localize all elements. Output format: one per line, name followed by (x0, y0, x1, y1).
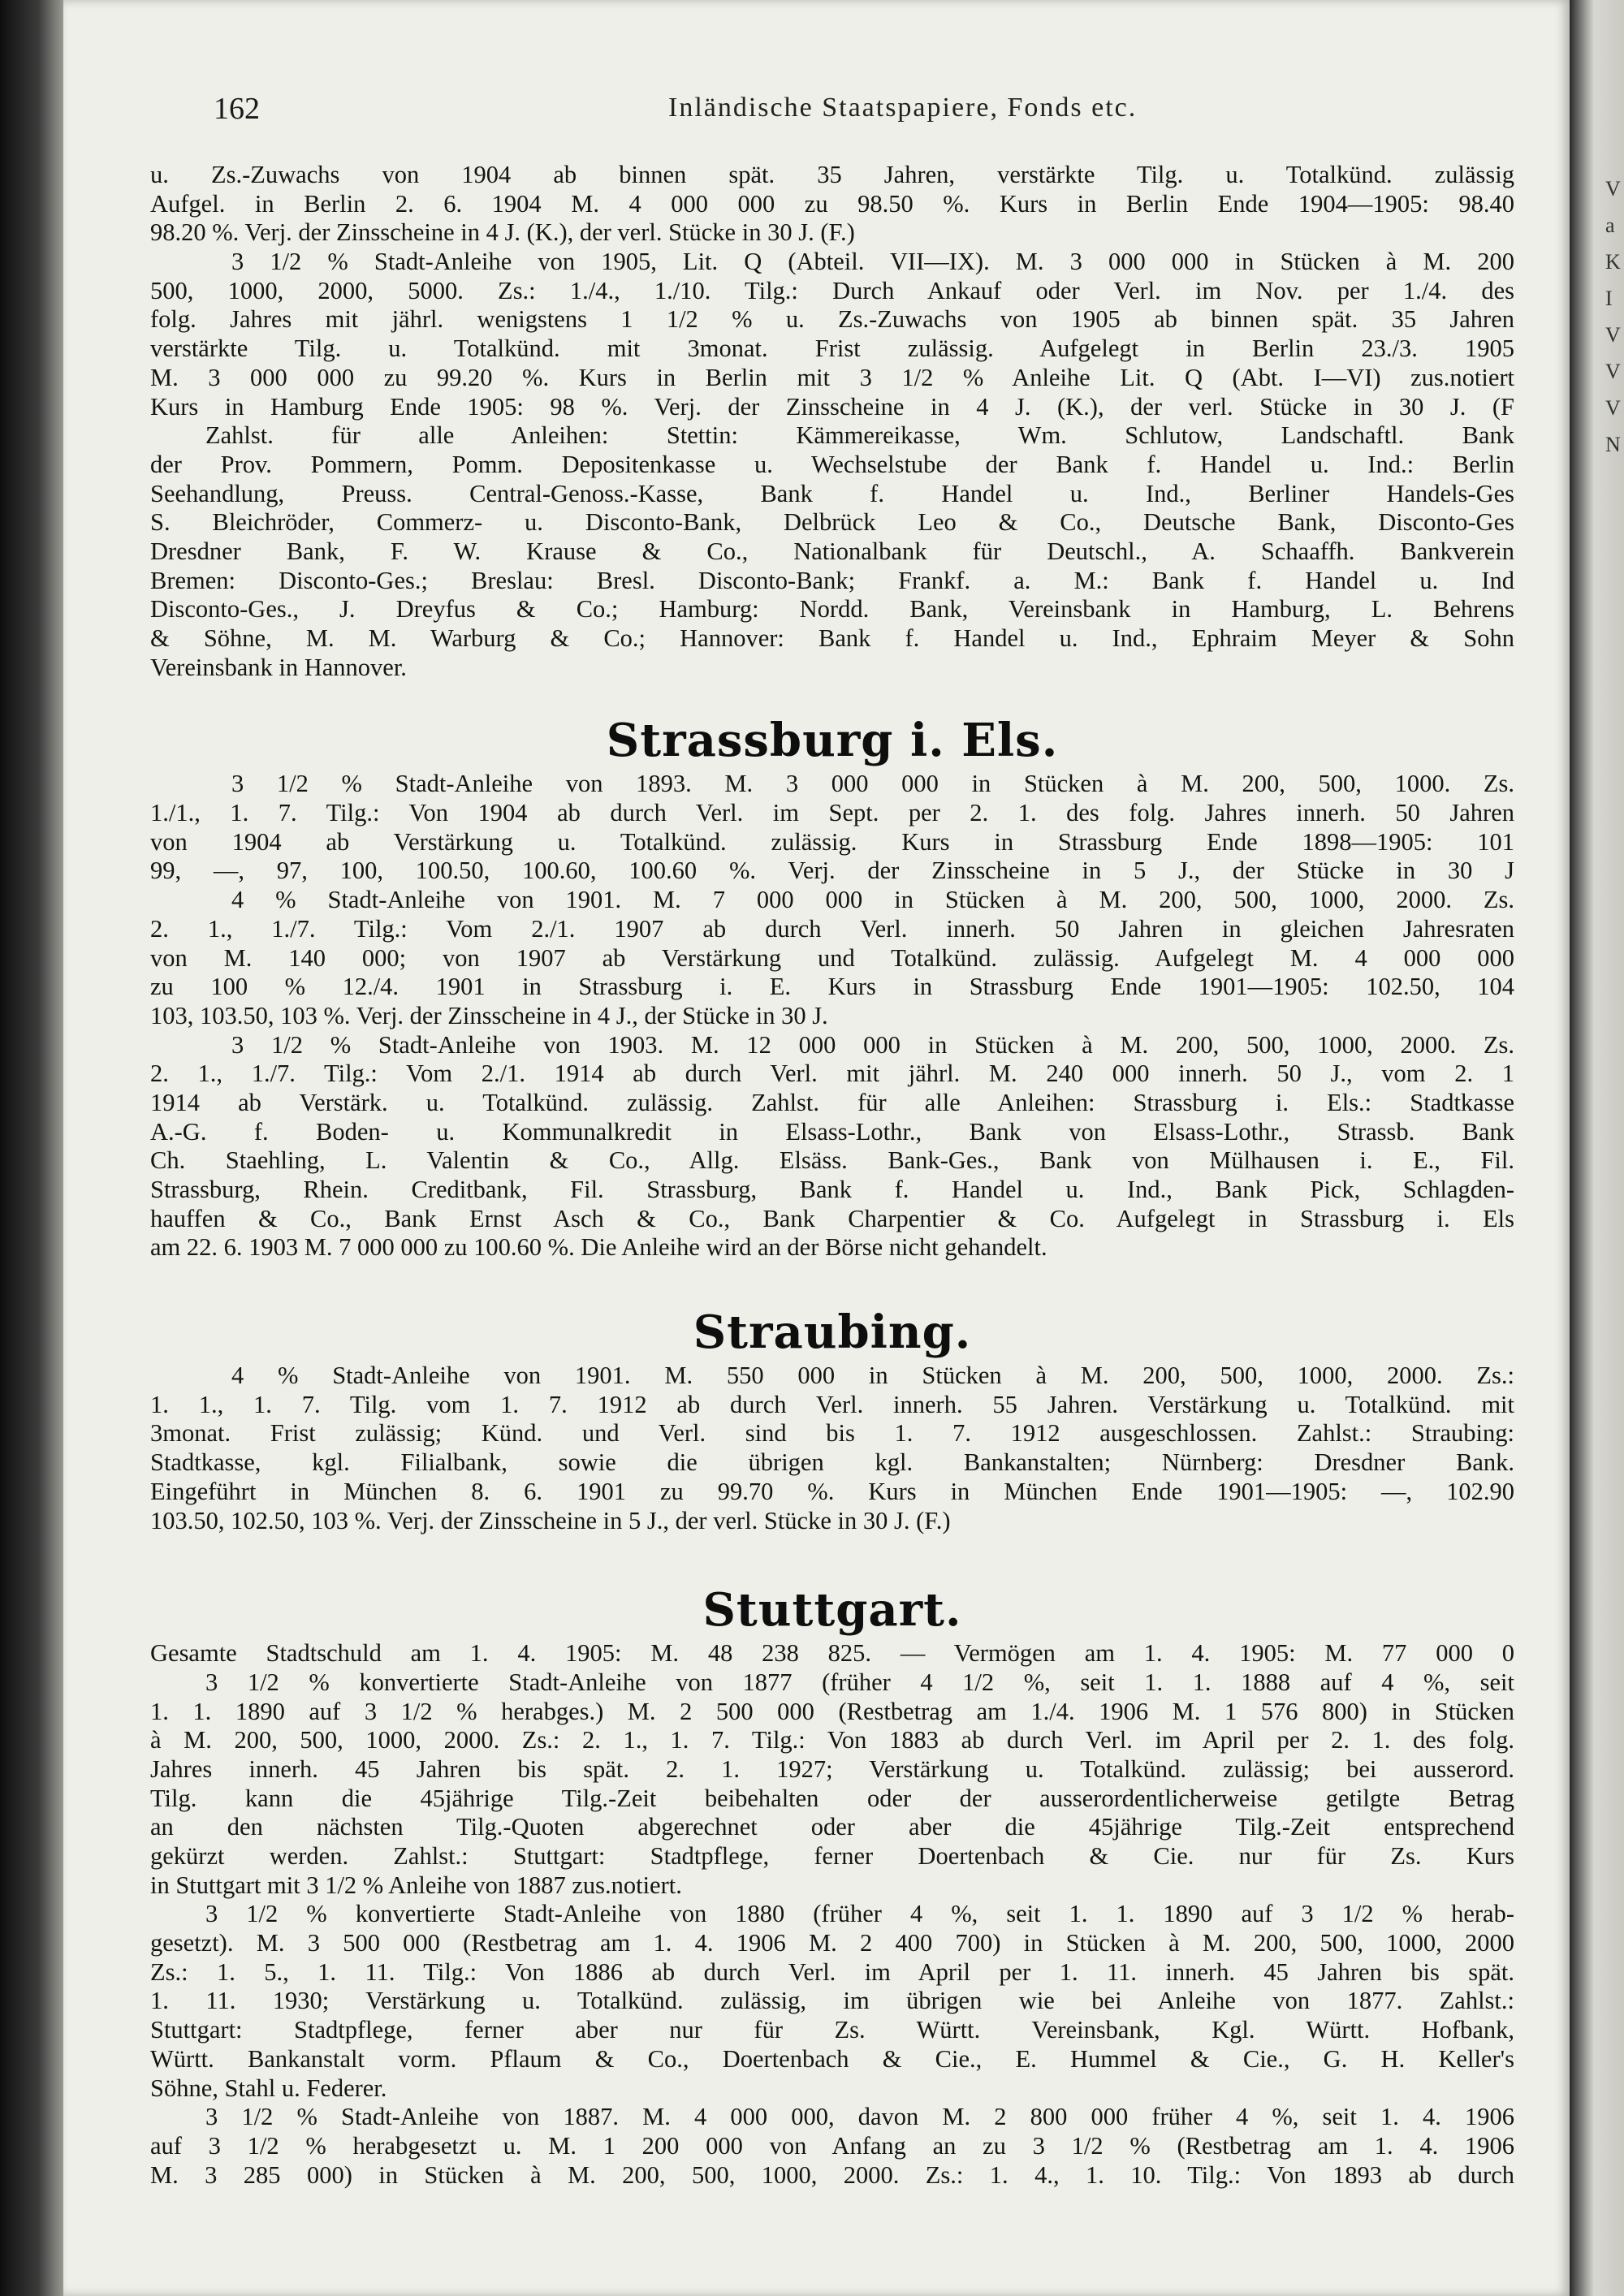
text-line: gekürzt werden. Zahlst.: Stuttgart: Stadtpflege, ferner Doertenbach & Cie. nur für Zs. Kurs (150, 1842, 1514, 1870)
text-line: 99, —, 97, 100, 100.50, 100.60, 100.60 %. Verj. der Zinsscheine in 5 J., der Stücke in 30 J (150, 857, 1514, 885)
text-line: Gesamte Stadtschuld am 1. 4. 1905: M. 48 238 825. — Vermögen am 1. 4. 1905: M. 77 000 0 (150, 1639, 1514, 1668)
section-strassburg (150, 770, 1514, 1262)
text-line: 2. 1., 1./7. Tilg.: Vom 2./1. 1914 ab durch Verl. mit jährl. M. 240 000 innerh. 50 J., vom 2. 1 (150, 1060, 1514, 1088)
text-line: Jahres innerh. 45 Jahren bis spät. 2. 1. 1927; Verstärkung u. Totalkünd. zulässig; bei ausserord. (150, 1754, 1514, 1783)
page-number: 162 (214, 92, 260, 126)
facing-page-edge (1570, 0, 1624, 2296)
text-line: verstärkte Tilg. u. Totalkünd. mit 3monat. Frist zulässig. Aufgelegt in Berlin 23./3. 1905 (150, 334, 1514, 363)
text-line: Stuttgart: Stadtpflege, ferner aber nur für Zs. Württ. Vereinsbank, Kgl. Württ. Hofbank, (150, 2016, 1514, 2044)
text-line: S. Bleichröder, Commerz- u. Disconto-Bank, Delbrück Leo & Co., Deutsche Bank, Disconto-Ges (150, 508, 1514, 537)
text-line: zu 100 % 12./4. 1901 in Strassburg i. E. Kurs in Strassburg Ende 1901—1905: 102.50, 104 (150, 973, 1514, 1001)
text-line: 1. 11. 1930; Verstärkung u. Totalkünd. zulässig, im übrigen wie bei Anleihe von 1877. Zahlst.: (150, 1987, 1514, 2015)
page-header (214, 91, 1570, 130)
text-line: Zs.: 1. 5., 1. 11. Tilg.: Von 1886 ab durch Verl. im April per 1. 11. innerh. 45 Jahren bis spät. (150, 1957, 1514, 1986)
city-heading: Stuttgart. (702, 1583, 962, 1638)
text-line: M. 3 285 000) in Stücken à M. 200, 500, 1000, 2000. Zs.: 1. 4., 1. 10. Tilg.: Von 1893 ab durch (150, 2160, 1514, 2189)
text-line: Tilg. kann die 45jährige Tilg.-Zeit beibehalten oder der ausserordentlicherweise getilgte Betrag (150, 1784, 1514, 1812)
text-line: folg. Jahres mit jährl. wenigstens 1 1/2 % u. Zs.-Zuwachs von 1905 ab binnen spät. 35 Jahren (150, 305, 1514, 334)
text-line: hauffen & Co., Bank Ernst Asch & Co., Bank Charpentier & Co. Aufgelegt in Strassburg i. Els (150, 1204, 1514, 1232)
text-line: 4 % Stadt-Anleihe von 1901. M. 550 000 in Stücken à M. 200, 500, 1000, 2000. Zs.: (231, 1362, 1514, 1390)
text-line: in Stuttgart mit 3 1/2 % Anleihe von 1887 zus.notiert. (150, 1871, 682, 1899)
text-line: 500, 1000, 2000, 5000. Zs.: 1./4., 1./10. Tilg.: Durch Ankauf oder Verl. im Nov. per 1./4. des (150, 276, 1514, 304)
text-line: Eingeführt in München 8. 6. 1901 zu 99.70 %. Kurs in München Ende 1901—1905: —, 102.90 (150, 1477, 1514, 1505)
text-line: gesetzt). M. 3 500 000 (Restbetrag am 1. 4. 1906 M. 2 400 700) in Stücken à M. 200, 500, 1000, 2000 (150, 1929, 1514, 1957)
text-line: Bremen: Disconto-Ges.; Breslau: Bresl. Disconto-Bank; Frankf. a. M.: Bank f. Handel u. Ind (150, 566, 1514, 594)
text-line: M. 3 000 000 zu 99.20 %. Kurs in Berlin mit 3 1/2 % Anleihe Lit. Q (Abt. I—VI) zus.notiert (150, 363, 1514, 391)
text-line: A.-G. f. Boden- u. Kommunalkredit in Elsass-Lothr., Bank von Elsass-Lothr., Strassb. Bank (150, 1117, 1514, 1146)
text-line: von 1904 ab Verstärkung u. Totalkünd. zulässig. Kurs in Strassburg Ende 1898—1905: 101 (150, 827, 1514, 856)
text-line: 3 1/2 % Stadt-Anleihe von 1893. M. 3 000 000 in Stücken à M. 200, 500, 1000. Zs. (231, 770, 1514, 798)
city-heading: Strassburg i. Els. (606, 714, 1059, 768)
text-line: Stadtkasse, kgl. Filialbank, sowie die übrigen kgl. Bankanstalten; Nürnberg: Dresdner Bank. (150, 1448, 1514, 1477)
text-line: Disconto-Ges., J. Dreyfus & Co.; Hamburg: Nordd. Bank, Vereinsbank in Hamburg, L. Behrens (150, 595, 1514, 624)
section-straubing (150, 1362, 1514, 1535)
running-title: Inländische Staatspapiere, Fonds etc. (668, 93, 1138, 123)
facing-page-fragment: V a K I V V V N (1605, 177, 1621, 456)
text-line: Aufgel. in Berlin 2. 6. 1904 M. 4 000 000 zu 98.50 %. Kurs in Berlin Ende 1904—1905: 98.40 (150, 189, 1514, 218)
text-line: 1. 1., 1. 7. Tilg. vom 1. 7. 1912 ab durch Verl. innerh. 55 Jahren. Verstärkung u. Totalkünd. mit (150, 1390, 1514, 1418)
text-line: 2. 1., 1./7. Tilg.: Vom 2./1. 1907 ab durch Verl. innerh. 50 Jahren in gleichen Jahresraten (150, 914, 1514, 943)
text-line: 3 1/2 % Stadt-Anleihe von 1905, Lit. Q (Abteil. VII—IX). M. 3 000 000 in Stücken à M. 200 (231, 248, 1514, 276)
text-line: Strassburg, Rhein. Creditbank, Fil. Strassburg, Bank f. Handel u. Ind., Bank Pick, Schlagden- (150, 1176, 1514, 1203)
text-line: der Prov. Pommern, Pomm. Depositenkasse u. Wechselstube der Bank f. Handel u. Ind.: Berlin (150, 450, 1514, 478)
text-line: Württ. Bankanstalt vorm. Pflaum & Co., Doertenbach & Cie., E. Hummel & Cie., G. H. Keller's (150, 2044, 1514, 2073)
text-line: auf 3 1/2 % herabgesetzt u. M. 1 200 000 von Anfang an zu 3 1/2 % (Restbetrag am 1. 4. 1906 (150, 2131, 1514, 2160)
text-line: Dresdner Bank, F. W. Krause & Co., Nationalbank für Deutschl., A. Schaaffh. Bankverein (150, 537, 1514, 565)
text-line: an den nächsten Tilg.-Quoten abgerechnet oder aber die 45jährige Tilg.-Zeit entsprechend (150, 1813, 1514, 1841)
text-line: von M. 140 000; von 1907 ab Verstärkung und Totalkünd. zulässig. Aufgelegt M. 4 000 000 (150, 943, 1514, 972)
text-line: 1. 1. 1890 auf 3 1/2 % herabges.) M. 2 500 000 (Restbetrag am 1./4. 1906 M. 1 576 800) in Stücken (150, 1697, 1514, 1725)
text-line: 3monat. Frist zulässig; Künd. und Verl. sind bis 1. 7. 1912 ausgeschlossen. Zahlst.: Straubing: (150, 1419, 1514, 1448)
text-line: am 22. 6. 1903 M. 7 000 000 zu 100.60 %. Die Anleihe wird an der Börse nicht gehandelt. (150, 1233, 1047, 1262)
text-line: 3 1/2 % Stadt-Anleihe von 1903. M. 12 000 000 in Stücken à M. 200, 500, 1000, 2000. Zs. (231, 1030, 1514, 1059)
text-line: 3 1/2 % konvertierte Stadt-Anleihe von 1877 (früher 4 1/2 %, seit 1. 1. 1888 auf 4 %, seit (205, 1668, 1514, 1696)
text-line: 1914 ab Verstärk. u. Totalkünd. zulässig. Zahlst. für alle Anleihen: Strassburg i. Els.: Stadtkasse (150, 1088, 1514, 1116)
text-line: 3 1/2 % Stadt-Anleihe von 1887. M. 4 000 000, davon M. 2 800 000 früher 4 %, seit 1. 4. 1906 (205, 2103, 1514, 2131)
section-stuttgart (150, 1639, 1514, 2190)
city-heading: Straubing. (693, 1306, 972, 1360)
text-line: 103, 103.50, 103 %. Verj. der Zinsscheine in 4 J., der Stücke in 30 J. (150, 1001, 828, 1029)
text-line: Söhne, Stahl u. Federer. (150, 2074, 387, 2102)
text-line: Seehandlung, Preuss. Central-Genoss.-Kasse, Bank f. Handel u. Ind., Berliner Handels-Ges (150, 479, 1514, 507)
intro-block (150, 161, 1514, 682)
page-body (150, 161, 1514, 2190)
text-line: 1./1., 1. 7. Tilg.: Von 1904 ab durch Verl. im Sept. per 2. 1. des folg. Jahres innerh. 50 Jahren (150, 799, 1514, 827)
text-line: 98.20 %. Verj. der Zinsscheine in 4 J. (K.), der verl. Stücke in 30 J. (F.) (150, 218, 855, 247)
book-spine-shadow (0, 0, 63, 2296)
text-line: u. Zs.-Zuwachs von 1904 ab binnen spät. 35 Jahren, verstärkte Tilg. u. Totalkünd. zulässig (150, 161, 1514, 188)
text-line: à M. 200, 500, 1000, 2000. Zs.: 2. 1., 1. 7. Tilg.: Von 1883 ab durch Verl. im April per 2. 1. des folg. (150, 1726, 1514, 1754)
text-line: 3 1/2 % konvertierte Stadt-Anleihe von 1880 (früher 4 %, seit 1. 1. 1890 auf 3 1/2 % herab- (205, 1900, 1514, 1928)
text-line: Kurs in Hamburg Ende 1905: 98 %. Verj. der Zinsscheine in 4 J. (K.), der verl. Stücke in 30 J. (F (150, 392, 1514, 421)
text-line: Ch. Staehling, L. Valentin & Co., Allg. Elsäss. Bank-Ges., Bank von Mülhausen i. E., Fil. (150, 1146, 1514, 1175)
text-line: Zahlst. für alle Anleihen: Stettin: Kämmereikasse, Wm. Schlutow, Landschaftl. Bank (205, 421, 1514, 450)
text-line: 4 % Stadt-Anleihe von 1901. M. 7 000 000 in Stücken à M. 200, 500, 1000, 2000. Zs. (231, 886, 1514, 914)
text-line: Vereinsbank in Hannover. (150, 653, 407, 681)
text-line: 103.50, 102.50, 103 %. Verj. der Zinsscheine in 5 J., der verl. Stücke in 30 J. (F.) (150, 1506, 951, 1534)
text-line: & Söhne, M. M. Warburg & Co.; Hannover: Bank f. Handel u. Ind., Ephraim Meyer & Sohn (150, 624, 1514, 652)
